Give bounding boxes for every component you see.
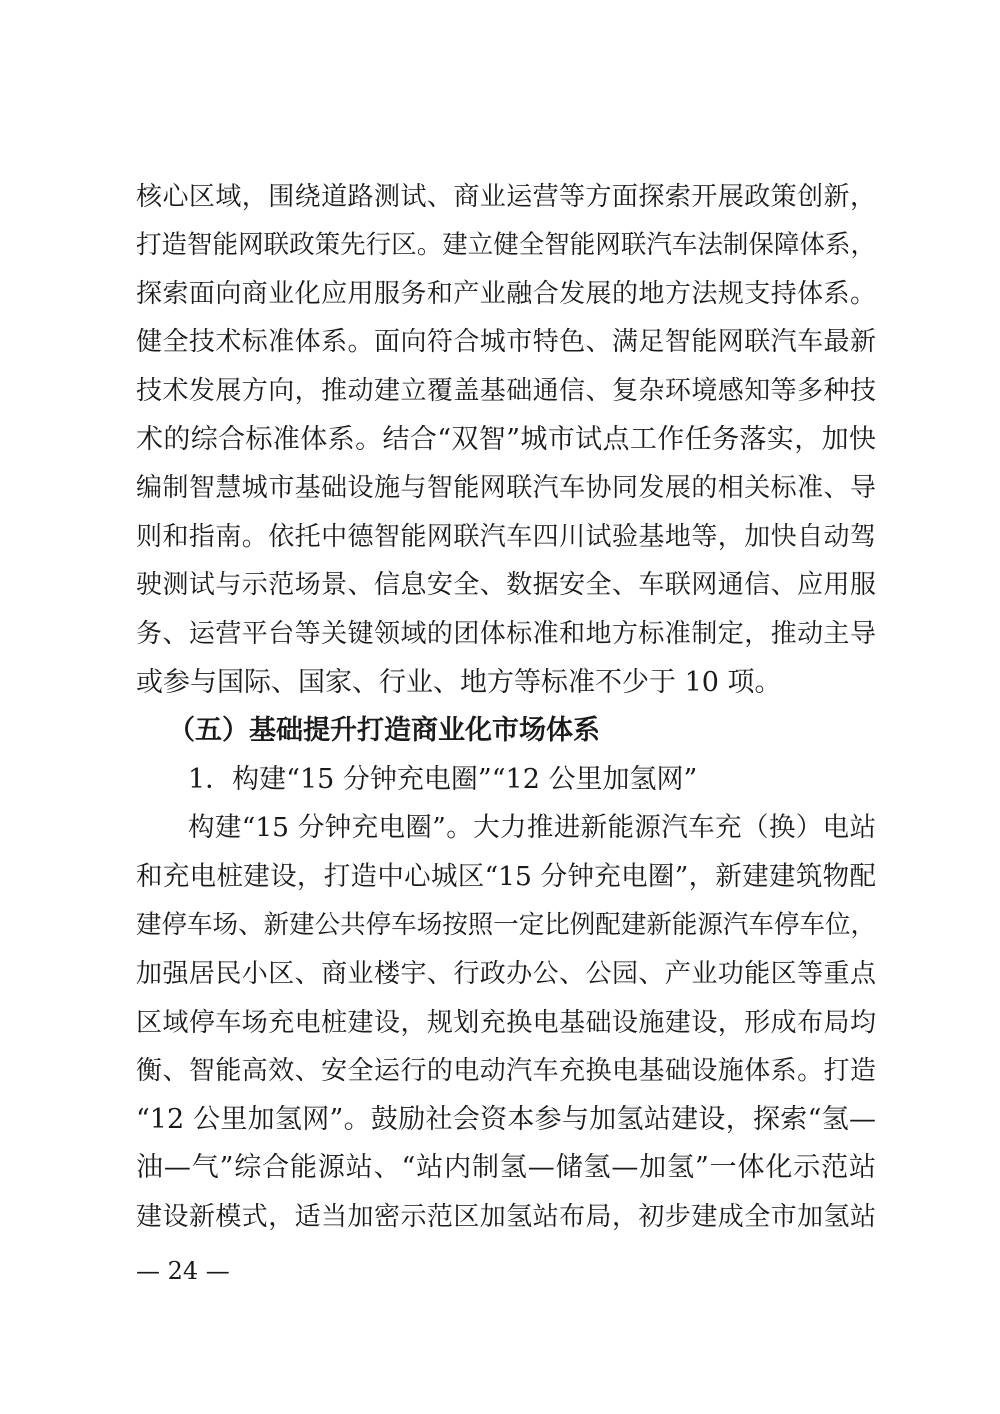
paragraph-line: 驶测试与示范场景、信息安全、数据安全、车联网通信、应用服 [136,570,876,600]
paragraph-line: 或参与国际、国家、行业、地方等标准不少于 10 项。 [136,667,782,698]
paragraph-line: 核心区域，围绕道路测试、商业运营等方面探索开展政策创新， [136,182,876,212]
section-heading: （五）基础提升打造商业化市场体系 [168,715,600,746]
paragraph-line: 技术发展方向，推动建立覆盖基础通信、复杂环境感知等多种技 [136,376,876,406]
paragraph-line: 加强居民小区、商业楼宇、行政办公、公园、产业功能区等重点 [136,959,876,989]
paragraph-line: “12 公里加氢网”。鼓励社会资本参与加氢站建设，探索“氢— [136,1104,876,1135]
paragraph-line: 建停车场、新建公共停车场按照一定比例配建新能源汽车停车位， [136,910,876,940]
paragraph-line: 和充电桩建设，打造中心城区“15 分钟充电圈”，新建建筑物配 [136,861,876,892]
paragraph-line: 衡、智能高效、安全运行的电动汽车充换电基础设施体系。打造 [136,1056,876,1086]
paragraph-line: 术的综合标准体系。结合“双智”城市试点工作任务落实，加快 [136,424,876,455]
paragraph-line: 则和指南。依托中德智能网联汽车四川试验基地等，加快自动驾 [136,522,876,552]
paragraph-line: 构建“15 分钟充电圈”。大力推进新能源汽车充（换）电站 [188,812,876,843]
paragraph-line: 探索面向商业化应用服务和产业融合发展的地方法规支持体系。 [136,279,876,309]
paragraph-line: 编制智慧城市基础设施与智能网联汽车协同发展的相关标准、导 [136,473,876,503]
paragraph-line: 区域停车场充电桩建设，规划充换电基础设施建设，形成布局均 [136,1008,876,1038]
subsection-heading: 1．构建“15 分钟充电圈”“12 公里加氢网” [188,764,698,795]
paragraph-line: 打造智能网联政策先行区。建立健全智能网联汽车法制保障体系， [136,230,876,260]
paragraph-line: 油—气”综合能源站、“站内制氢—储氢—加氢”一体化示范站 [136,1152,876,1183]
paragraph-line: 健全技术标准体系。面向符合城市特色、满足智能网联汽车最新 [136,327,876,357]
paragraph-line: 建设新模式，适当加密示范区加氢站布局，初步建成全市加氢站 [136,1202,876,1232]
paragraph-line: 务、运营平台等关键领域的团体标准和地方标准制定，推动主导 [136,619,876,649]
page-number: — 24 — [136,1257,230,1285]
